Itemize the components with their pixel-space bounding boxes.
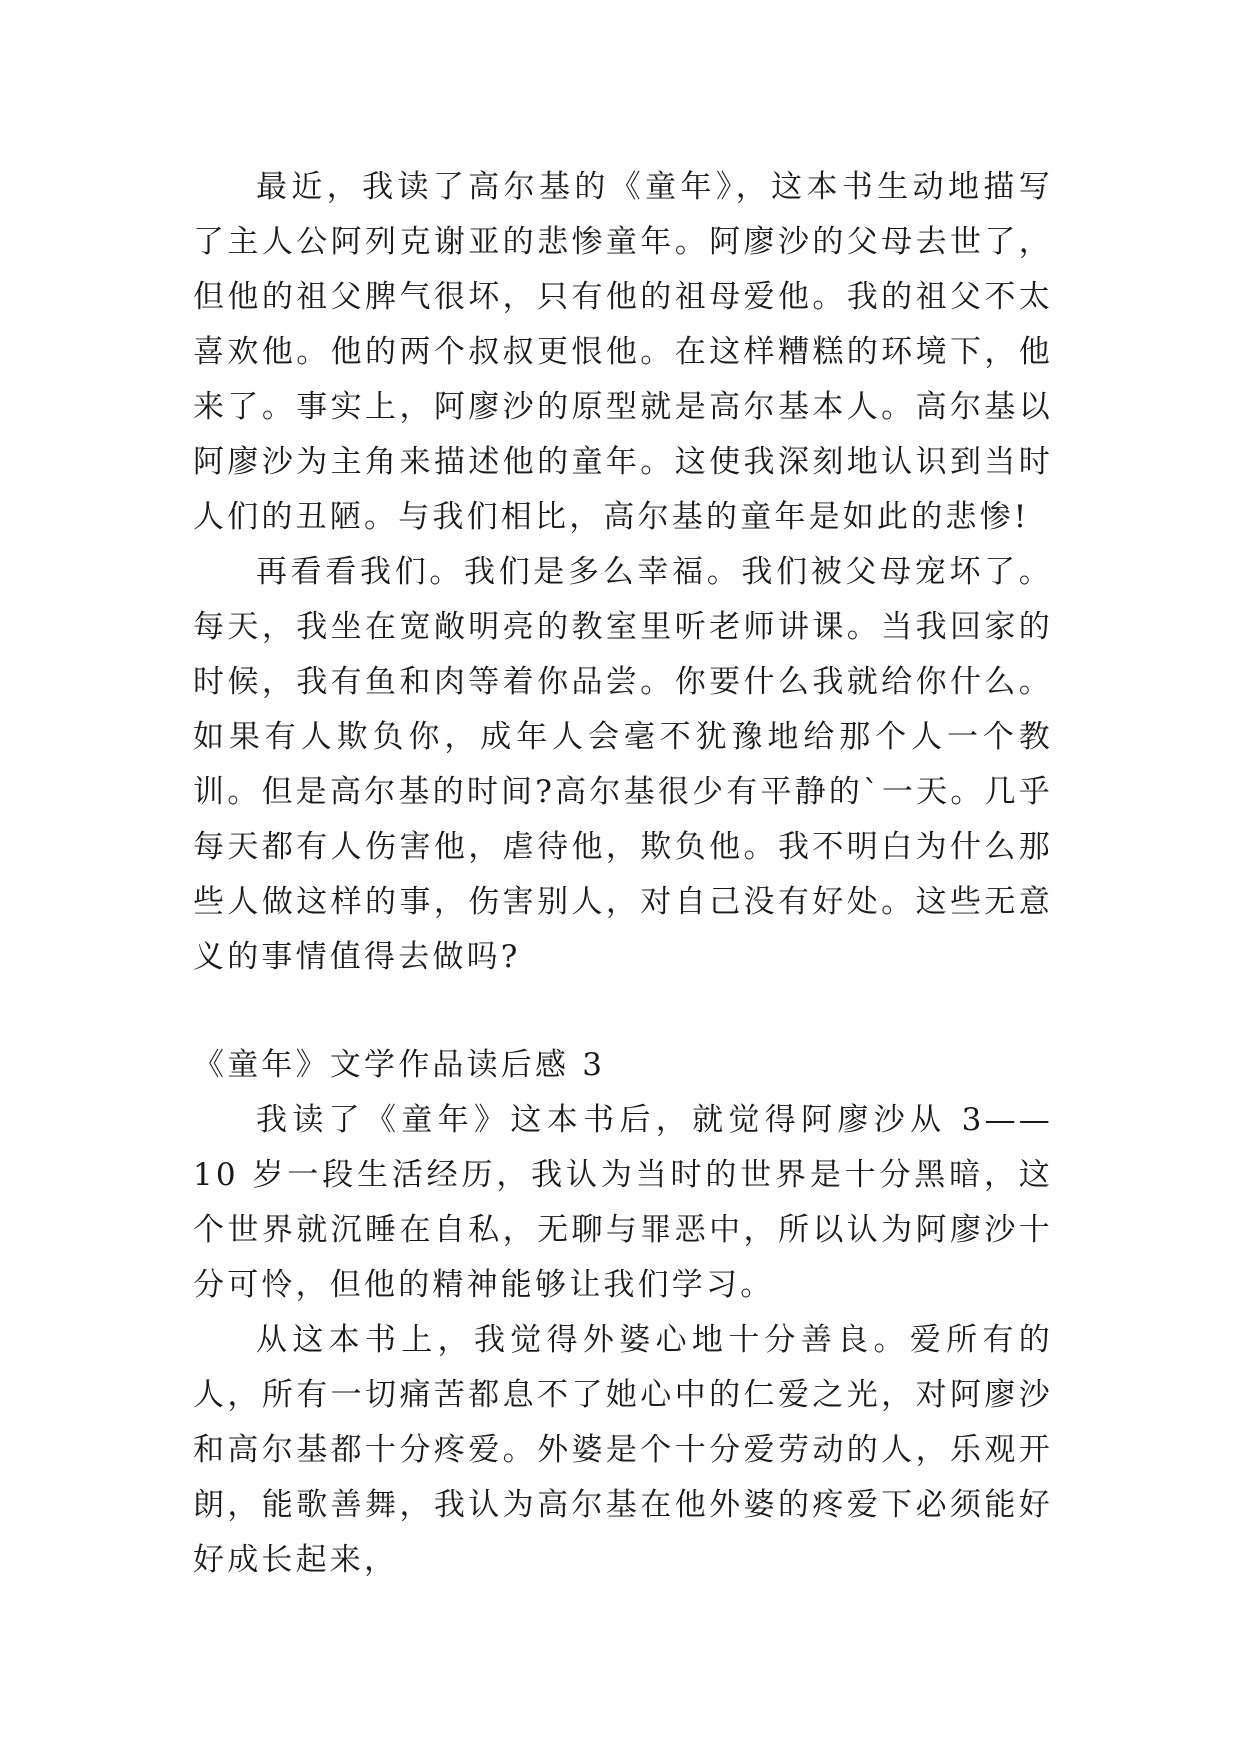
section-heading: 《童年》文学作品读后感 3: [193, 1047, 606, 1083]
paragraph-3: 我读了《童年》这本书后，就觉得阿廖沙从 3——10 岁一段生活经历，我认为当时的世界是十分黑暗，这个世界就沉睡在自私，无聊与罪恶中，所以认为阿廖沙十分可怜，但他的精神能够让我们学习。: [193, 1102, 1053, 1303]
paragraph-1: 最近，我读了高尔基的《童年》，这本书生动地描写了主人公阿列克谢亚的悲惨童年。阿廖沙的父母去世了，但他的祖父脾气很坏，只有他的祖母爱他。我的祖父不太喜欢他。他的两个叔叔更恨他。在这样糟糕的环境下，他来了。事实上，阿廖沙的原型就是高尔基本人。高尔基以阿廖沙为主角来描述他的童年。这使我深刻地认识到当时人们的丑陋。与我们相比，高尔基的童年是如此的悲惨!: [193, 169, 1053, 535]
paragraph-4: 从这本书上，我觉得外婆心地十分善良。爱所有的人，所有一切痛苦都息不了她心中的仁爱之光，对阿廖沙和高尔基都十分疼爱。外婆是个十分爱劳动的人，乐观开朗，能歌善舞，我认为高尔基在他外婆的疼爱下必须能好好成长起来，: [193, 1322, 1053, 1578]
essay-body-part-1: [193, 160, 1053, 985]
essay-body-part-2: [193, 1093, 1053, 1588]
paragraph-2: 再看看我们。我们是多么幸福。我们被父母宠坏了。每天，我坐在宽敞明亮的教室里听老师讲课。当我回家的时候，我有鱼和肉等着你品尝。你要什么我就给你什么。如果有人欺负你，成年人会毫不犹豫地给那个人一个教训。但是高尔基的时间?高尔基很少有平静的`一天。几乎每天都有人伤害他，虐待他，欺负他。我不明白为什么那些人做这样的事，伤害别人，对自己没有好处。这些无意义的事情值得去做吗?: [193, 554, 1053, 975]
